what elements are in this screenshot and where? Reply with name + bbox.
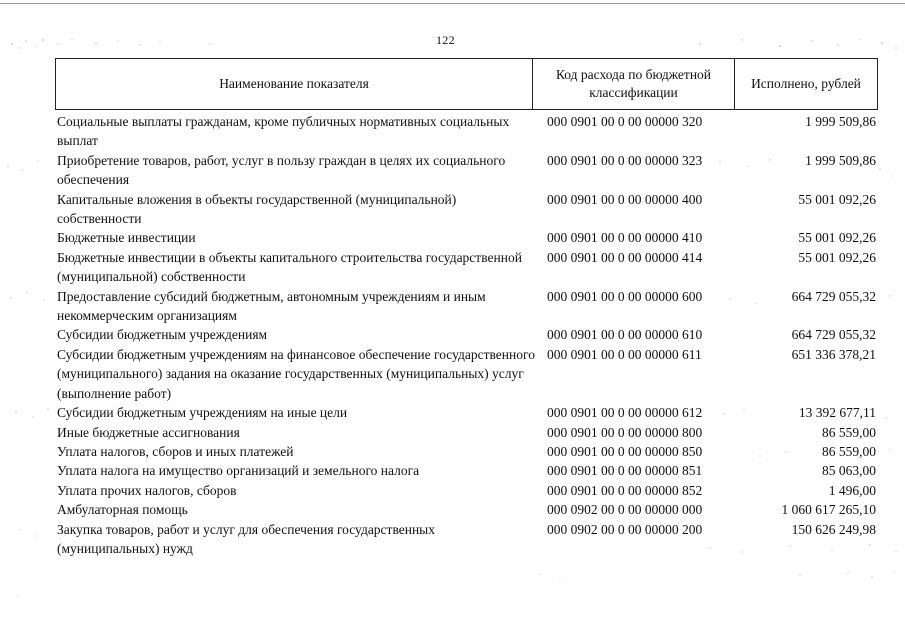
table-row: [55, 345, 878, 403]
row-amount: 55 001 092,26: [798, 230, 876, 246]
row-amount: 651 336 378,21: [791, 346, 876, 362]
row-code: 000 0901 00 0 00 00000 612: [547, 405, 703, 421]
row-amount: 13 392 677,11: [798, 405, 876, 421]
table-header: [55, 58, 878, 110]
row-code: 000 0901 00 0 00 00000 600: [547, 288, 703, 304]
row-name: Бюджетные инвестиции: [57, 230, 196, 246]
row-code: 000 0901 00 0 00 00000 610: [547, 327, 703, 343]
table-row: [55, 442, 878, 461]
row-amount: 86 559,00: [822, 443, 876, 459]
page-number: 122: [436, 33, 455, 47]
row-amount: 55 001 092,26: [798, 249, 876, 265]
row-name: Капитальные вложения в объекты государственной (муниципальной) собственности: [57, 191, 457, 227]
row-name: Социальные выплаты гражданам, кроме публичных нормативных социальных выплат: [57, 114, 510, 149]
row-name: Субсидии бюджетным учреждениям на финансовое обеспечение государственного (муниципального) задания на оказание государственных (муниципальных) услуг (выполнение работ): [57, 346, 535, 401]
row-amount: 1 060 617 265,10: [781, 502, 876, 518]
row-name: Уплата налогов, сборов и иных платежей: [57, 443, 294, 459]
row-name: Иные бюджетные ассигнования: [57, 424, 240, 440]
page-top-rule: [0, 3, 905, 4]
row-code: 000 0902 00 0 00 00000 200: [547, 521, 703, 537]
header-executed-amount: Исполнено, рублей: [751, 76, 861, 91]
row-name: Уплата налога на имущество организаций и земельного налога: [57, 463, 420, 479]
table-row: [55, 248, 878, 287]
row-amount: 664 729 055,32: [791, 327, 876, 343]
row-amount: 55 001 092,26: [798, 191, 876, 207]
row-amount: 86 559,00: [822, 424, 876, 440]
row-name: Субсидии бюджетным учреждениям: [57, 327, 268, 343]
table-row: [55, 228, 878, 247]
table-row: [55, 500, 878, 519]
row-name: Амбулаторная помощь: [57, 502, 188, 518]
row-code: 000 0901 00 0 00 00000 323: [547, 152, 703, 168]
row-name: Бюджетные инвестиции в объекты капитального строительства государственной (муниципальной) собственности: [57, 249, 522, 285]
row-code: 000 0901 00 0 00 00000 400: [547, 191, 703, 207]
row-code: 000 0901 00 0 00 00000 800: [547, 424, 703, 440]
table-row: [55, 520, 878, 559]
table-row: [55, 190, 878, 229]
table-row: [55, 403, 878, 422]
header-indicator-name: Наименование показателя: [56, 59, 533, 109]
expenditure-table: [55, 58, 878, 558]
row-code: 000 0901 00 0 00 00000 414: [547, 249, 703, 265]
table-row: [55, 461, 878, 480]
row-code: 000 0901 00 0 00 00000 850: [547, 443, 703, 459]
row-name: Приобретение товаров, работ, услуг в пользу граждан в целях их социального обеспечения: [57, 152, 506, 188]
row-name: Предоставление субсидий бюджетным, автономным учреждениям и иным некоммерческим организациям: [57, 288, 486, 324]
row-amount: 664 729 055,32: [791, 288, 876, 304]
row-code: 000 0902 00 0 00 00000 000: [547, 502, 703, 518]
row-name: Субсидии бюджетным учреждениям на иные цели: [57, 405, 348, 421]
table-row: [55, 481, 878, 500]
row-amount: 150 626 249,98: [791, 521, 876, 537]
row-amount: 1 999 509,86: [805, 114, 876, 129]
row-code: 000 0901 00 0 00 00000 852: [547, 482, 703, 498]
table-row: [55, 325, 878, 344]
row-name: Уплата прочих налогов, сборов: [57, 482, 237, 498]
header-budget-code: Код расхода по бюджетной классификации: [533, 59, 735, 109]
row-amount: 1 496,00: [828, 482, 876, 498]
row-name: Закупка товаров, работ и услуг для обеспечения государственных (муниципальных) нужд: [57, 521, 436, 556]
row-code: 000 0901 00 0 00 00000 611: [547, 346, 702, 362]
row-amount: 1 999 509,86: [805, 152, 876, 168]
row-code: 000 0901 00 0 00 00000 320: [547, 114, 703, 129]
table-row: [55, 112, 878, 151]
row-amount: 85 063,00: [822, 463, 876, 479]
row-code: 000 0901 00 0 00 00000 851: [547, 463, 703, 479]
row-code: 000 0901 00 0 00 00000 410: [547, 230, 703, 246]
table-row: [55, 151, 878, 190]
table-row: [55, 423, 878, 442]
table-body: [55, 110, 878, 558]
table-row: [55, 287, 878, 326]
